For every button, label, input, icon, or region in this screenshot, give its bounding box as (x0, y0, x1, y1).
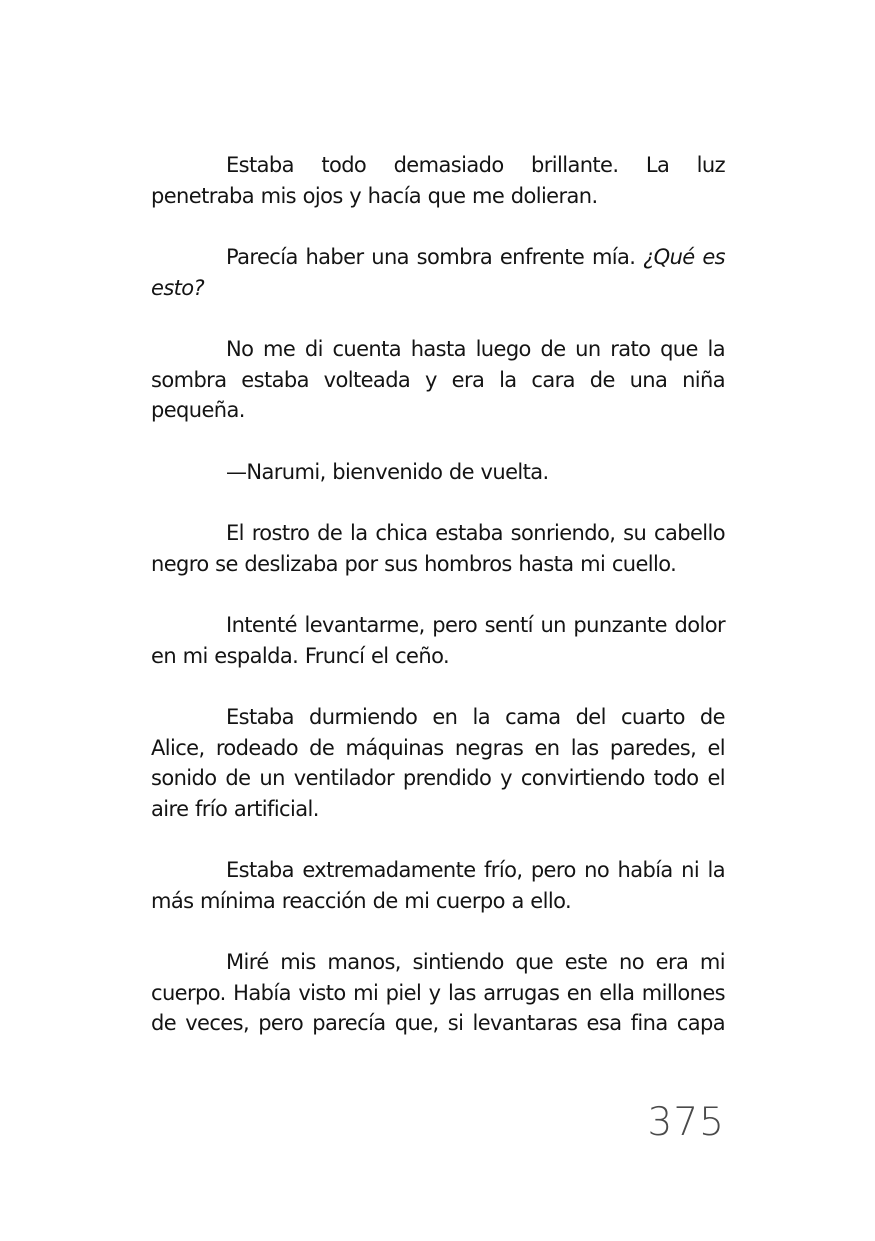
paragraph: El rostro de la chica estaba sonriendo, su cabello negro se deslizaba por sus hombros hasta mi cuello. (151, 521, 725, 576)
paragraph: Estaba extremadamente frío, pero no había ni la más mínima reacción de mi cuerpo a ello. (151, 858, 725, 913)
paragraph: Estaba todo demasiado brillante. La luz penetraba mis ojos y hacía que me dolieran. (151, 153, 725, 208)
dialogue-line: —Narumi, bienvenido de vuelta. (226, 459, 549, 484)
paragraph: Miré mis manos, sintiendo que este no era mi cuerpo. Había visto mi piel y las arrugas en ella millones de veces, pero parecía que, si levantaras esa fina capa (151, 950, 725, 1035)
paragraph: Estaba durmiendo en la cama del cuarto de Alice, rodeado de máquinas negras en las paredes, el sonido de un ventilador prendido y convirtiendo todo el aire frío artificial. (151, 705, 725, 821)
paragraph: No me di cuenta hasta luego de un rato que la sombra estaba volteada y era la cara de una niña pequeña. (151, 337, 725, 422)
paragraph: Intenté levantarme, pero sentí un punzante dolor en mi espalda. Fruncí el ceño. (151, 613, 725, 668)
italic-thought: ¿Qué es esto? (151, 245, 725, 300)
page-number: 375 (647, 1100, 725, 1145)
paragraph-text: Parecía haber una sombra enfrente mía. (226, 245, 636, 269)
paragraph (151, 242, 725, 303)
body-text (151, 150, 725, 1039)
